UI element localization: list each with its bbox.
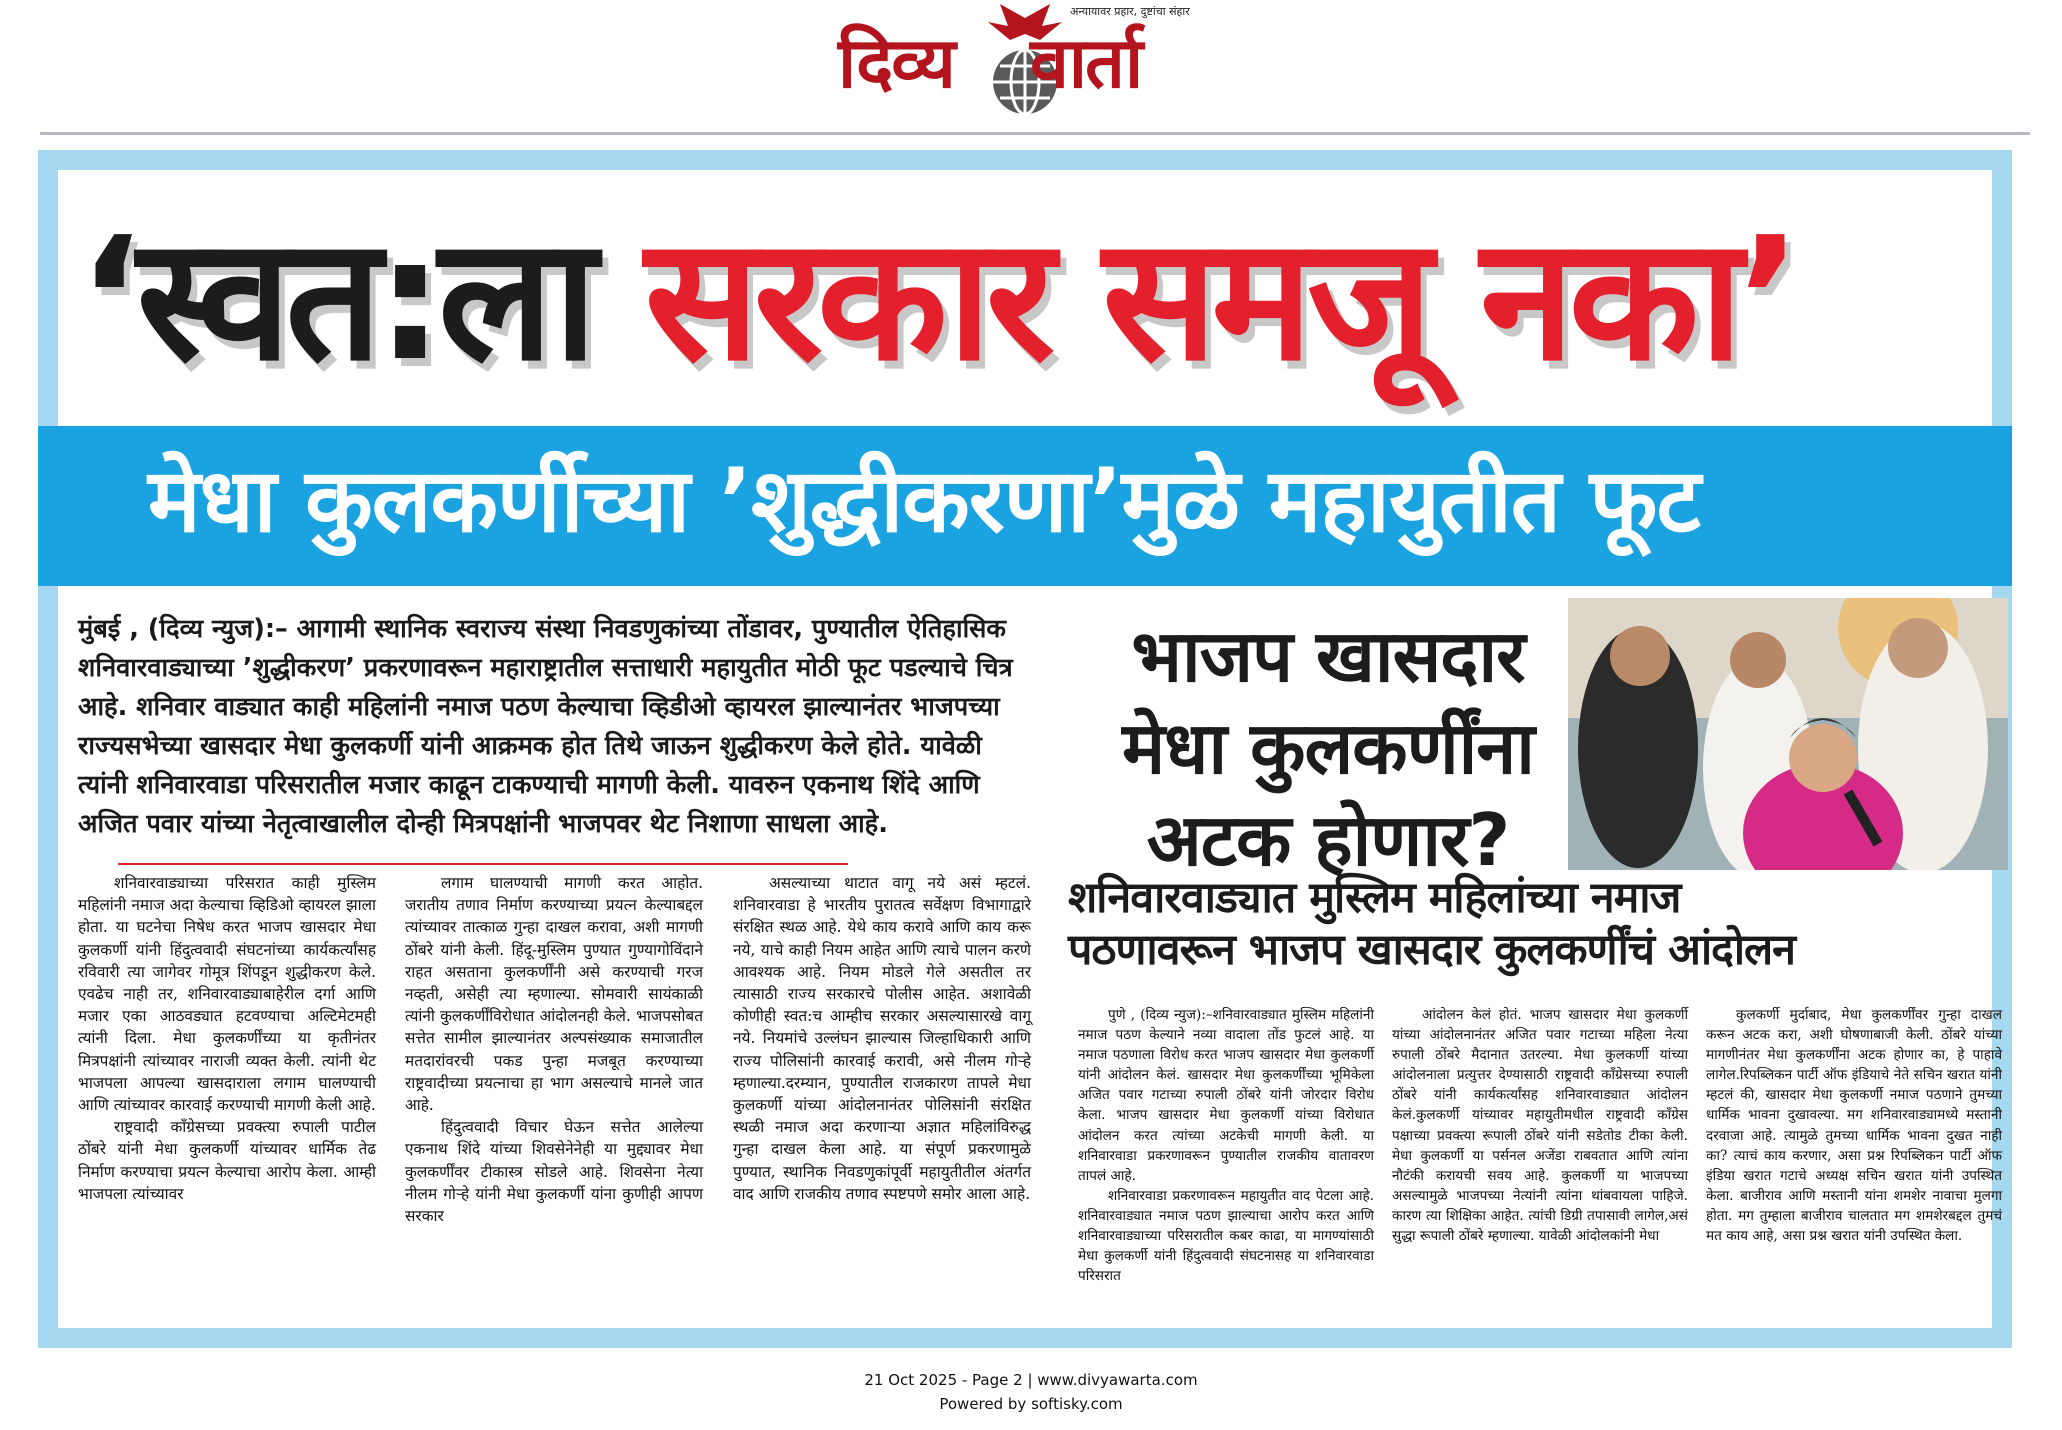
article-column-2: [405, 872, 703, 1227]
side-column-3: [1706, 1005, 2002, 1246]
masthead-rule: [40, 132, 2030, 135]
side-paragraph: आंदोलन केलं होतं. भाजप खासदार मेधा कुलकर्णी यांच्या आंदोलनानंतर अजित पवार गटाच्या महिला नेत्या रुपाली ठोंबरे मैदानात उतरल्या. मेधा कुलकर्णी यांच्या आंदोलनाला प्रत्युत्तर देण्यासाठी राष्ट्रवादी काँग्रेसच्या रुपाली ठोंबरे यांनी कार्यकर्त्यांसह शनिवारवाड्यात आंदोलन केलं.कुलकर्णी यांच्यावर महायुतीमधील राष्ट्रवादी काँग्रेस पक्षाच्या प्रवक्त्या रूपाली ठोंबरे यांनी सडेतोड टीका केली. मेधा कुलकर्णी या पर्सनल अजेंडा राबवतात आणि त्यांना नौटंकी करायची सवय आहे. कुलकर्णी या भाजपच्या असल्यामुळे भाजपच्या नेत्यांनी त्यांना थांबवायला पाहिजे. कारण त्या शिक्षिका आहेत. त्यांची डिग्री तपासावी लागेल,असं सुद्धा रूपाली ठोंबरे म्हणाल्या. यावेळी आंदोलकांनी मेधा: [1392, 1007, 1688, 1245]
main-headline-part2: सरकार समजू नका’: [644, 201, 1796, 399]
side-story-subheadline-line1: शनिवारवाड्यात मुस्लिम महिलांच्या नमाज: [1068, 873, 1681, 923]
side-column-2: [1392, 1005, 1688, 1246]
front-page-content: [58, 170, 2002, 1328]
main-headline: [78, 170, 1978, 430]
side-story-subheadline-line2: पठणावरून भाजप खासदार कुलकर्णींचं आंदोलन: [1068, 925, 1795, 975]
side-paragraph: शनिवारवाडा प्रकरणावरून महायुतीत वाद पेटला आहे. शनिवारवाड्यात नमाज पठण झाल्याचा आरोप करत आणि शनिवारवाड्याच्या परिसरातील कबर काढा, या मागण्यांसाठी मेधा कुलकर्णी यांनी हिंदुत्ववादी संघटनासह या शनिवारवाडा परिसरात: [1078, 1187, 1374, 1285]
politicians-photo-illustration: [1568, 598, 2008, 870]
logo-tagline: अन्यायावर प्रहार, दुष्टांचा संहार: [1070, 5, 1190, 18]
logo-word-warta: वार्ता: [1030, 22, 1142, 104]
article-column-1: [78, 872, 376, 1205]
side-paragraph: कुलकर्णी मुर्दाबाद, मेधा कुलकर्णींवर गुन्हा दाखल करून अटक करा, अशी घोषणाबाजी केली. ठोंबरे यांच्या मागणीनंतर मेधा कुलकर्णींना अटक होणार का, हे पाहावे लागेल.रिपब्लिकन पार्टी ऑफ इंडियाचे नेते सचिन खरात यांनी म्हटलं की, खासदार मेधा कुलकर्णी नमाज पठणाने तुमच्या धार्मिक भावना दुखावल्या. मग शनिवारवाड्यामध्ये मस्तानी दरवाजा आहे. त्यामुळे तुमच्या धार्मिक भावना दुखत नाही का? त्याचं काय करणार, असा प्रश्न रिपब्लिकन पार्टी ऑफ इंडिया खरात गटाचे अध्यक्ष सचिन खरात यांनी उपस्थित केला. बाजीराव आणि मस्तानी यांना शमशेर नावाचा मुलगा होता. मग तुम्हाला बाजीराव चालतात मग शमशेरबद्दल तुमचं मत काय आहे, असा प्रश्न खरात यांनी उपस्थित केला.: [1706, 1007, 2002, 1245]
subheadline-band: [38, 426, 2012, 586]
newspaper-logo[interactable]: [830, 0, 1230, 125]
article-paragraph: राष्ट्रवादी काँग्रेसच्या प्रवक्त्या रुपाली पाटील ठोंबरे यांनी मेधा कुलकर्णी यांच्यावर धार्मिक तेढ निर्माण करण्याचा प्रयत्न केल्याचा आरोप केला. आम्ही भाजपला त्यांच्यावर: [78, 1118, 376, 1203]
logo-word-divya: दिव्य: [838, 22, 954, 104]
lead-paragraph: मुंबई , (दिव्य न्युज):– आगामी स्थानिक स्वराज्य संस्था निवडणुकांच्या तोंडावर, पुण्यातील ऐतिहासिक शनिवारवाड्याच्या ’शुद्धीकरण’ प्रकरणावरून महाराष्ट्रातील सत्ताधारी महायुतीत मोठी फूट पडल्याचे चित्र आहे. शनिवार वाड्यात काही महिलांनी नमाज पठण केल्याचा व्हिडीओ व्हायरल झाल्यानंतर भाजपच्या राज्यसभेच्या खासदार मेधा कुलकर्णी यांनी आक्रमक होत तिथे जाऊन शुद्धीकरण केले होते. यावेळी त्यांनी शनिवारवाडा परिसरातील मजार काढून टाकण्याची मागणी केली. यावरुन एकनाथ शिंदे आणि अजित पवार यांच्या नेतृत्वाखालील दोन्ही मित्रपक्षांनी भाजपवर थेट निशाणा साधला आहे.: [78, 614, 1013, 839]
article-paragraph: असल्याच्या थाटात वागू नये असं म्हटलं. शनिवारवाडा हे भारतीय पुरातत्व सर्वेक्षण विभागाद्वारे संरक्षित स्थळ आहे. येथे काय करावे आणि काय करू नये, याचे काही नियम आहेत आणि त्याचे पालन करणे आवश्यक आहे. नियम मोडले गेले असतील तर त्यासाठी राज्य सरकारचे पोलीस आहेत. अशावेळी कोणीही स्वत:च आम्हीच सरकार असल्यासारखे वागू नये. नियमांचे उल्लंघन झाल्यास जिल्हाधिकारी आणि राज्य पोलिसांनी कारवाई करावी, असे नीलम गोऱ्हे म्हणाल्या.दरम्यान, पुण्यातील राजकारण तापले मेधा कुलकर्णी यांच्या आंदोलनानंतर पोलिसांनी संरक्षित स्थळी नमाज अदा करणाऱ्या अज्ञात महिलांविरुद्ध गुन्हा दाखल केला आहे. या संपूर्ण प्रकरणामुळे पुण्यात, स्थानिक निवडणुकांपूर्वी महायुतीतील अंतर्गत वाद आणि राजकीय तणाव स्पष्टपणे समोर आला आहे.: [733, 874, 1031, 1203]
politicians-photo: [1568, 598, 2008, 870]
lead-underline: [118, 863, 848, 865]
subheadline: मेधा कुलकर्णीच्या ’शुद्धीकरणा’मुळे महायुतीत फूट: [148, 449, 1700, 552]
article-paragraph: लगाम घालण्याची मागणी करत आहोत. जरातीय तणाव निर्माण करण्याच्या प्रयत्न केल्याबद्दल त्यांच्यावर तात्काळ गुन्हा दाखल करावा, अशी मागणी ठोंबरे यांनी केली. हिंदू-मुस्लिम पुण्यात गुण्यागोविंदाने राहत असताना कुलकर्णींनी असे करण्याची गरज नव्हती, असेही त्या म्हणाल्या. सोमवारी सायंकाळी त्यांनी कुलकर्णींविरोधात आंदोलनही केले. भाजपसोबत सत्तेत सामील झाल्यानंतर अल्पसंख्याक समाजातील मतदारांवरची पकड पुन्हा मजबूत करण्याच्या राष्ट्रवादीच्या प्रयत्नाचा हा भाग असल्याचे मानले जात आहे.: [405, 874, 703, 1115]
masthead: [0, 0, 2062, 135]
side-story-headline: भाजप खासदार मेधा कुलकर्णींना अटक होणार?: [1122, 614, 1534, 882]
article-column-3: [733, 872, 1031, 1205]
side-column-1: [1078, 1005, 1374, 1286]
front-page-frame: [38, 150, 2012, 1348]
side-story-subheadline: [1068, 872, 2028, 976]
page-footer: [0, 1368, 2062, 1416]
main-headline-part1: ‘स्वत:ला: [78, 201, 645, 399]
article-paragraph: शनिवारवाड्याच्या परिसरात काही मुस्लिम महिलांनी नमाज अदा केल्याचा व्हिडिओ व्हायरल झाला होता. या घटनेचा निषेध करत भाजप खासदार मेधा कुलकर्णी यांनी हिंदुत्ववादी संघटनांच्या कार्यकर्त्यांसह रविवारी त्या जागेवर गोमूत्र शिंपडून शुद्धीकरण केले. एवढेच नाही तर, शनिवारवाड्याबाहेरील दर्गा आणि मजार एका आठवड्यात हटवण्याचा अल्टिमेटमही त्यांनी दिला. मेधा कुलकर्णींच्या या कृतीनंतर मित्रपक्षांनी त्यांच्यावर नाराजी व्यक्त केली. त्यांनी थेट भाजपला आपल्या खासदाराला लगाम घालण्याची आणि त्यांच्यावर कारवाई करण्याची मागणी केली आहे.: [78, 874, 376, 1115]
footer-date-url[interactable]: 21 Oct 2025 - Page 2 | www.divyawarta.com: [864, 1371, 1198, 1389]
article-paragraph: हिंदुत्ववादी विचार घेऊन सत्तेत आलेल्या एकनाथ शिंदे यांच्या शिवसेनेनेही या मुद्द्यावर मेधा कुलकर्णींवर टीकास्त्र सोडले आहे. शिवसेना नेत्या नीलम गोऱ्हे यांनी मेधा कुलकर्णी यांना कुणीही आपण सरकार: [405, 1118, 703, 1226]
side-paragraph: पुणे , (दिव्य न्युज):–शनिवारवाड्यात मुस्लिम महिलांनी नमाज पठण केल्याने नव्या वादाला तोंड फुटलं आहे. या नमाज पठणाला विरोध करत भाजप खासदार मेधा कुलकर्णी यांनी आंदोलन केलं. खासदार मेधा कुलकर्णींच्या भूमिकेला अजित पवार गटाच्या रुपाली ठोंबरे यांनी जोरदार विरोध केला. भाजप खासदार मेधा कुलकर्णी यांच्या विरोधात आंदोलन करत त्यांच्या अटकेची मागणी केली. या शनिवारवाडा प्रकरणावरून पुण्यातील राजकीय वातावरण तापलं आहे.: [1078, 1007, 1374, 1184]
footer-powered-by[interactable]: Powered by softisky.com: [939, 1395, 1123, 1413]
